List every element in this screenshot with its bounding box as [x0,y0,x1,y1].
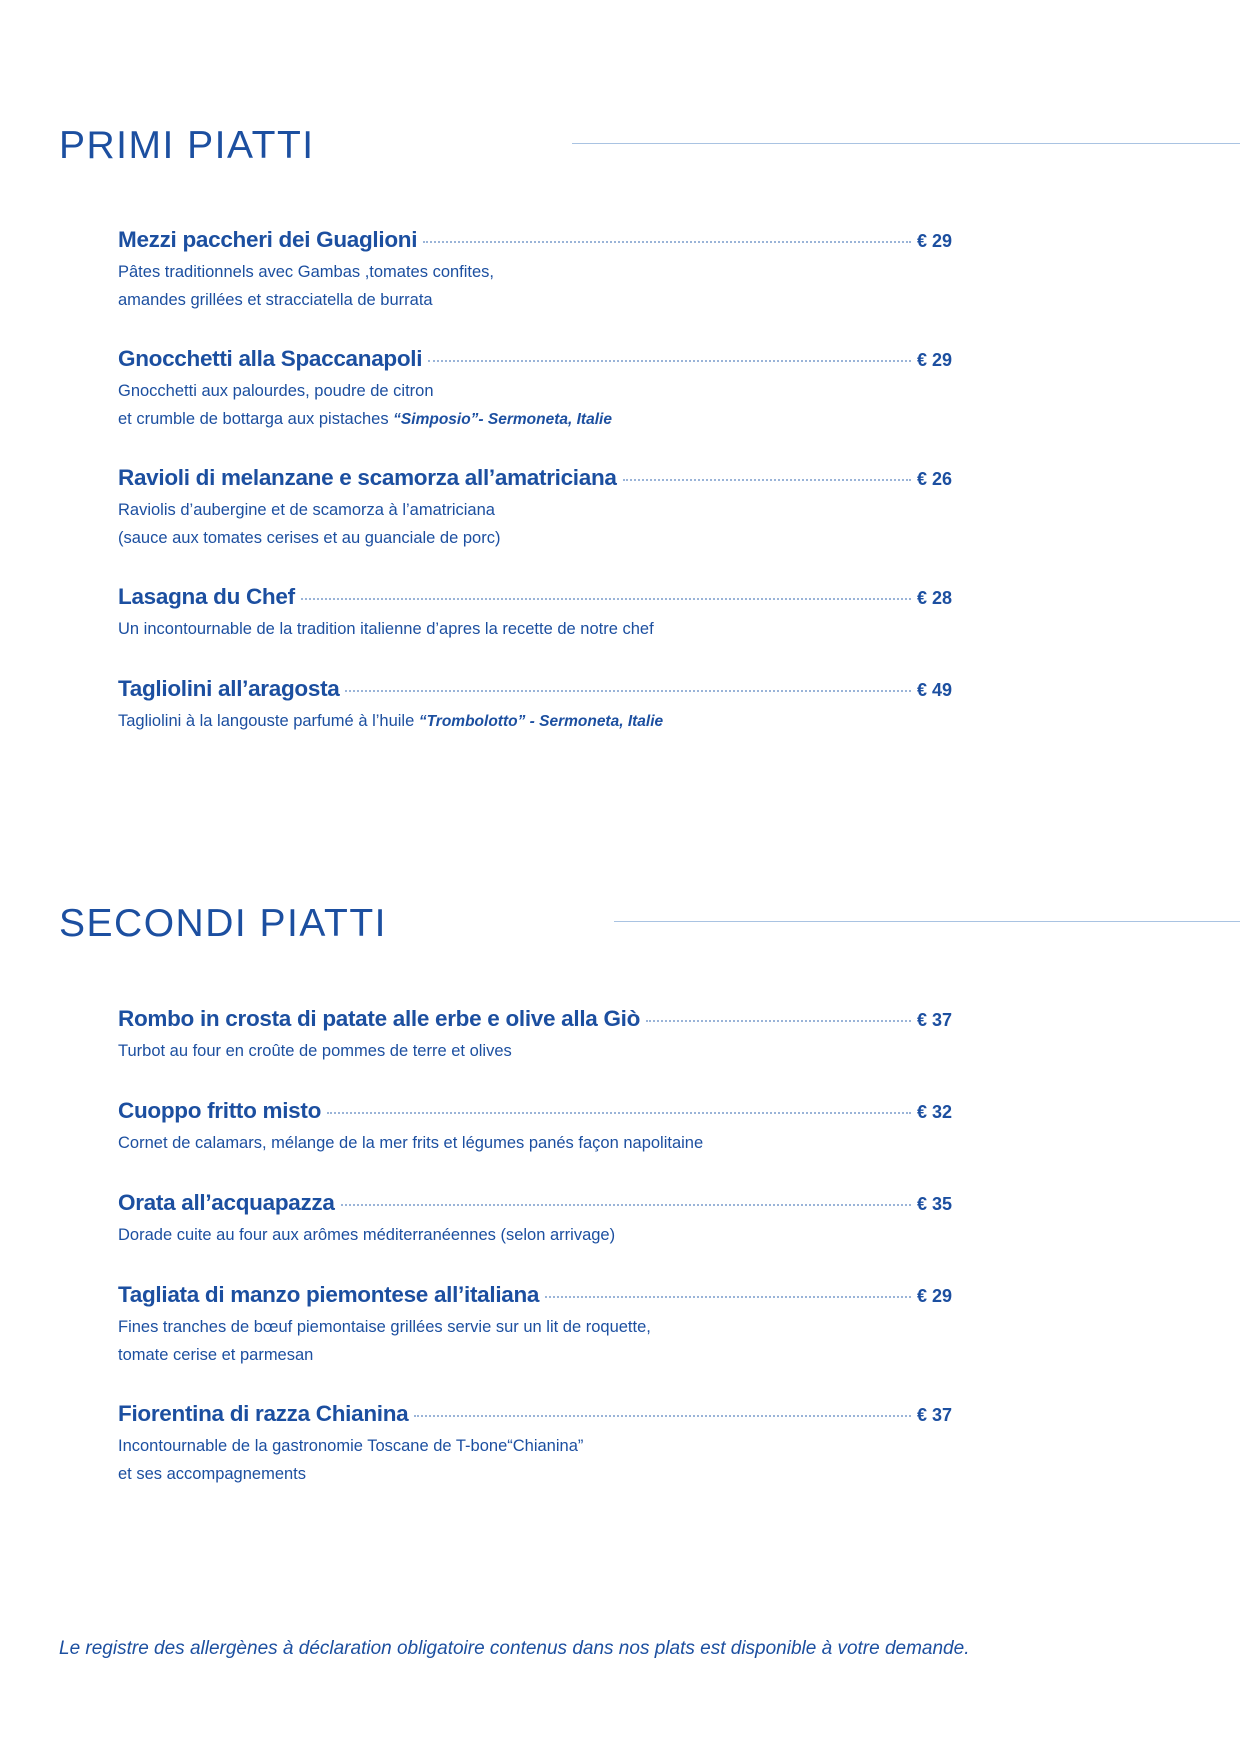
dot-leader [345,690,910,692]
dish-description: Pâtes traditionnels avec Gambas ,tomates confites, amandes grillées et stracciatella de burrata [118,263,495,309]
list-item [118,1401,952,1488]
section-title-primi: PRIMI PIATTI [59,124,315,167]
dish-description: Fines tranches de bœuf piemontaise grillées servie sur un lit de roquette, tomate cerise et parmesan [118,1318,651,1364]
dish-price: € 49 [916,680,952,700]
list-item [118,1006,952,1065]
dot-leader [341,1204,911,1206]
list-item [118,584,952,643]
section-title-secondi: SECONDI PIATTI [59,902,387,945]
dish-price: € 29 [916,350,952,370]
dot-leader [423,241,911,243]
dot-leader [545,1296,911,1298]
dot-leader [414,1415,911,1417]
dish-price: € 29 [916,231,952,251]
dish-name: Mezzi paccheri dei Guaglioni [118,227,418,252]
dot-leader [623,479,911,481]
dish-name: Orata all’acquapazza [118,1190,335,1215]
dish-price: € 28 [916,588,952,608]
section-divider [614,921,1240,922]
dish-name: Cuoppo fritto misto [118,1098,322,1123]
dish-name: Tagliata di manzo piemontese all’italiana [118,1282,540,1307]
list-item [118,465,952,552]
dish-price: € 37 [916,1405,952,1425]
list-item [118,1098,952,1157]
section-divider [572,143,1240,144]
dish-name: Gnocchetti alla Spaccanapoli [118,346,423,371]
oil-reference: “Trombolotto” - Sermoneta, Italie [418,713,664,730]
dish-description: Raviolis d’aubergine et de scamorza à l’amatriciana (sauce aux tomates cerises et au guanciale de porc) [118,501,501,547]
list-item [118,1282,952,1369]
dish-price: € 26 [916,469,952,489]
dish-price: € 37 [916,1010,952,1030]
dot-leader [428,360,911,362]
dot-leader [327,1112,911,1114]
dish-name: Tagliolini all’aragosta [118,676,340,701]
dish-description: Dorade cuite au four aux arômes méditerranéennes (selon arrivage) [118,1226,616,1244]
list-item [118,227,952,314]
wine-reference: “Simposio”- Sermoneta, Italie [393,411,612,428]
allergen-notice: Le registre des allergènes à déclaration obligatoire contenus dans nos plats est disponible à votre demande. [59,1638,970,1659]
dish-name: Ravioli di melanzane e scamorza all’amatriciana [118,465,617,490]
dish-name: Lasagna du Chef [118,584,295,609]
dish-price: € 29 [916,1286,952,1306]
list-item [118,676,952,736]
dot-leader [301,598,911,600]
dish-price: € 32 [916,1102,952,1122]
dish-description: Cornet de calamars, mélange de la mer frits et légumes panés façon napolitaine [118,1134,704,1152]
dish-description: Tagliolini à la langouste parfumé à l’huile “Trombolotto” - Sermoneta, Italie [118,712,664,730]
list-item [118,346,952,434]
dish-description: Turbot au four en croûte de pommes de terre et olives [118,1042,512,1060]
dish-price: € 35 [916,1194,952,1214]
dish-name: Rombo in crosta di patate alle erbe e olive alla Giò [118,1006,641,1031]
list-item [118,1190,952,1249]
dish-description: Un incontournable de la tradition italienne d’apres la recette de notre chef [118,620,654,638]
dish-description: Gnocchetti aux palourdes, poudre de citron et crumble de bottarga aux pistaches “Simposio”- Sermoneta, Italie [118,382,612,428]
dish-name: Fiorentina di razza Chianina [118,1401,409,1426]
dish-description: Incontournable de la gastronomie Toscane de T-bone“Chianina” et ses accompagnements [118,1437,584,1483]
dot-leader [646,1020,911,1022]
